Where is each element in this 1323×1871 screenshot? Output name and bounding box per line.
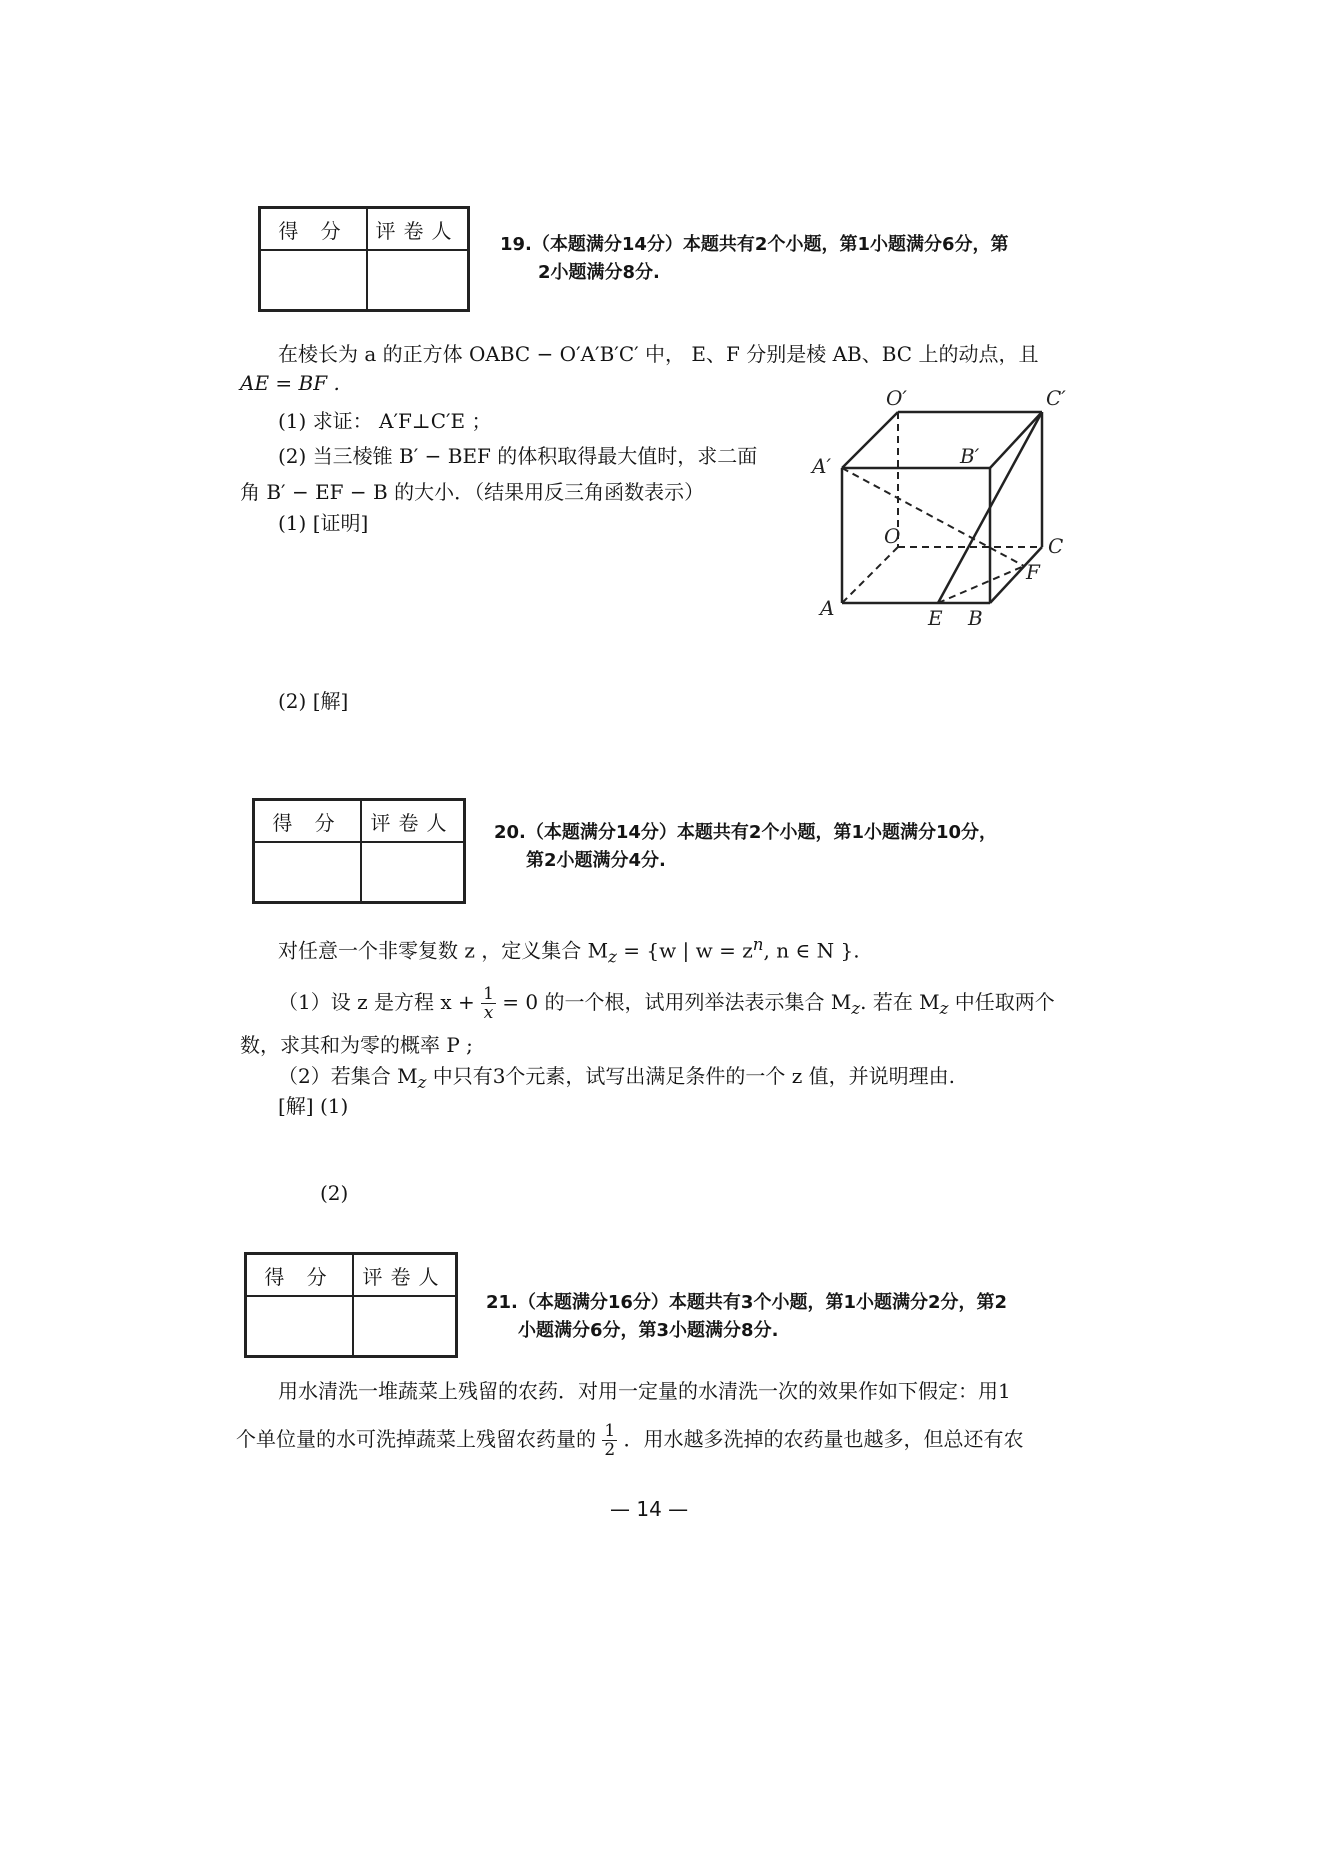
page-number: — 14 — bbox=[610, 1497, 689, 1521]
label-A1: A′ bbox=[812, 454, 831, 478]
q20-part1: （1）设 z 是方程 x + $\frac{1}{x}$ = 0 的一个根，试用列举法表示集合 $M_z$. 若在 $M_z$ 中任取两个 bbox=[278, 984, 1055, 1023]
label-C: C bbox=[1048, 534, 1064, 558]
grader-header: 评卷人 bbox=[353, 1254, 457, 1297]
grader-header: 评卷人 bbox=[361, 800, 465, 843]
q19-stem-line1: 在棱长为 a 的正方体 OABC − O′A′B′C′ 中， E、F 分别是棱 AB、BC 上的动点，且 bbox=[278, 342, 1039, 366]
q19-stem-line2: AE = BF . bbox=[240, 371, 340, 395]
cube-figure bbox=[810, 385, 1080, 625]
grader-cell bbox=[361, 842, 465, 903]
grader-header: 评卷人 bbox=[367, 208, 469, 251]
label-A: A bbox=[820, 596, 835, 620]
segment-A1-F bbox=[842, 468, 1024, 566]
label-O: O bbox=[884, 524, 901, 548]
q20-part1-line2: 数，求其和为零的概率 P ; bbox=[240, 1033, 473, 1057]
label-C1: C′ bbox=[1046, 386, 1066, 410]
q21-heading-line2: 小题满分6分，第3小题满分8分. bbox=[518, 1320, 779, 1341]
score-table-q21 bbox=[244, 1252, 458, 1358]
q19-part2-line1: (2) 当三棱锥 B′ − BEF 的体积取得最大值时，求二面 bbox=[278, 444, 758, 468]
score-header: 得 分 bbox=[260, 208, 368, 251]
score-table-q19 bbox=[258, 206, 470, 312]
q20-part2: （2）若集合 $M_z$ 中只有3个元素，试写出满足条件的一个 z 值，并说明理由. bbox=[278, 1064, 956, 1092]
score-cell bbox=[254, 842, 362, 903]
q19-part2-line2: 角 B′ − EF − B 的大小．（结果用反三角函数表示） bbox=[240, 480, 705, 504]
edge-O1-A1 bbox=[842, 412, 898, 468]
q20-answer1: [解] (1) bbox=[278, 1094, 349, 1118]
score-header: 得 分 bbox=[254, 800, 362, 843]
q21-line1: 用水清洗一堆蔬菜上残留的农药．对用一定量的水清洗一次的效果作如下假定：用1 bbox=[278, 1379, 1011, 1403]
segment-E-F bbox=[938, 566, 1024, 603]
q20-heading-line2: 第2小题满分4分. bbox=[526, 850, 666, 871]
fraction-one-half: $\frac{1}{2}$ bbox=[604, 1421, 616, 1460]
q19-heading-line2: 2小题满分8分. bbox=[538, 262, 660, 283]
q21-line2: 个单位量的水可洗掉蔬菜上残留农药量的 $\frac{1}{2}$ ．用水越多洗掉的农药量也越多，但总还有农 bbox=[236, 1421, 1024, 1460]
q19-proof-label: (1) [证明] bbox=[278, 511, 369, 535]
q20-answer2: (2) bbox=[320, 1181, 349, 1205]
score-cell bbox=[260, 250, 368, 311]
label-B: B bbox=[968, 606, 983, 625]
q20-stem: 对任意一个非零复数 z ，定义集合 $M_z = \{w$ | $w = z^n$, n ∈ N }. bbox=[278, 935, 860, 967]
grader-cell bbox=[353, 1296, 457, 1357]
label-O1: O′ bbox=[886, 386, 907, 410]
fraction-1-over-x: $\frac{1}{x}$ bbox=[483, 984, 494, 1023]
label-B1: B′ bbox=[960, 444, 980, 468]
label-E: E bbox=[928, 606, 943, 625]
q21-heading-line1: 21.（本题满分16分）本题共有3个小题，第1小题满分2分，第2 bbox=[486, 1292, 1008, 1313]
score-table-q20 bbox=[252, 798, 466, 904]
q19-part1: (1) 求证： A′F⊥C′E ； bbox=[278, 409, 492, 433]
q19-solve-label: (2) [解] bbox=[278, 689, 349, 713]
q19-heading-line1: 19.（本题满分14分）本题共有2个小题，第1小题满分6分，第 bbox=[500, 234, 1009, 255]
grader-cell bbox=[367, 250, 469, 311]
score-header: 得 分 bbox=[246, 1254, 354, 1297]
label-F: F bbox=[1026, 560, 1040, 584]
q20-heading-line1: 20.（本题满分14分）本题共有2个小题，第1小题满分10分， bbox=[494, 822, 998, 843]
edge-O-A bbox=[842, 547, 898, 603]
score-cell bbox=[246, 1296, 354, 1357]
